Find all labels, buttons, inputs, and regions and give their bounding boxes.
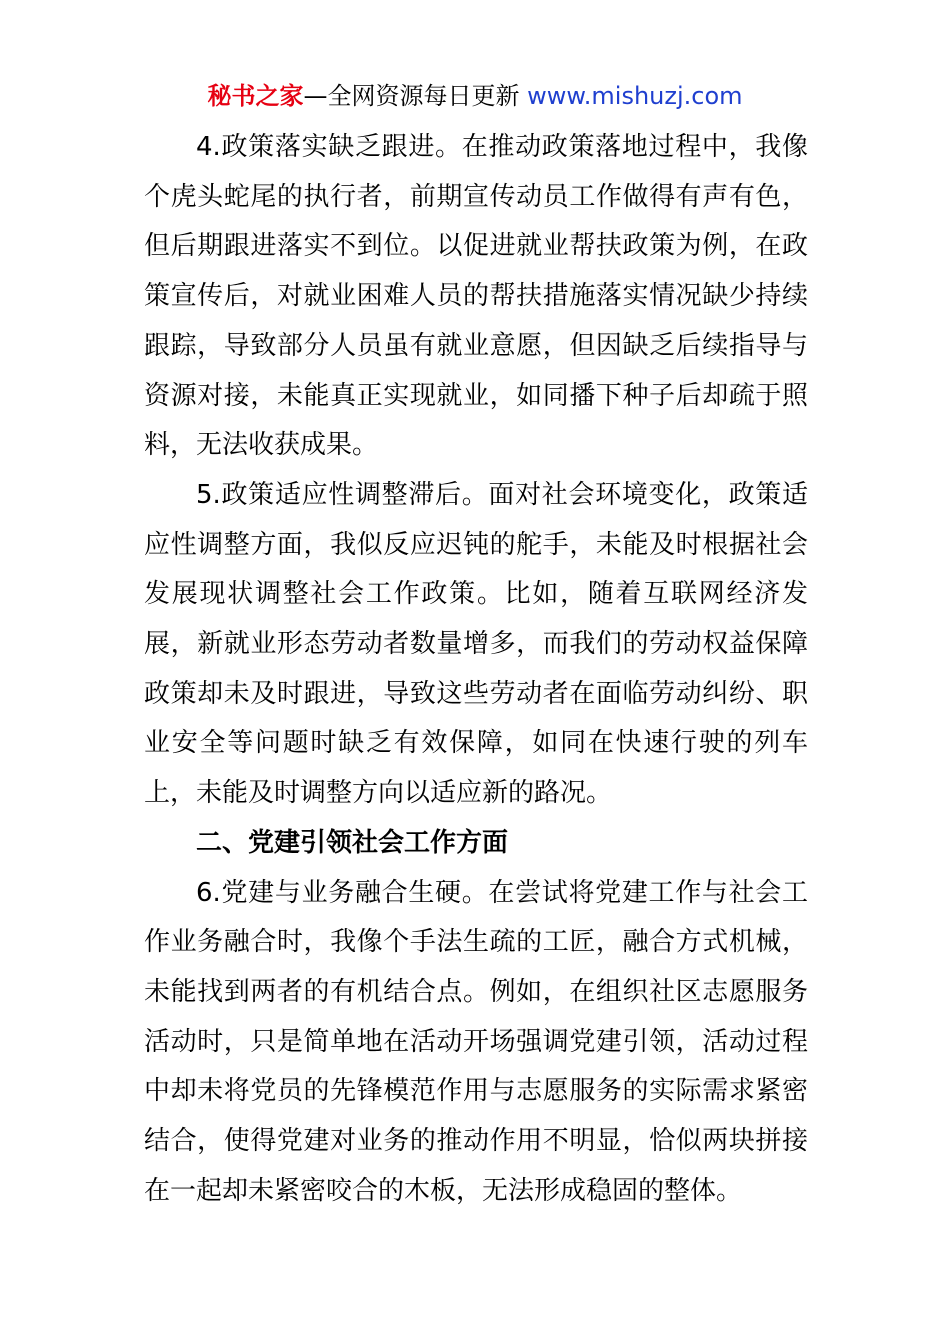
section-heading: 二、党建引领社会工作方面 [196, 827, 509, 858]
brand-name: 秘书之家 [207, 82, 304, 110]
page-header [0, 80, 950, 112]
document-body [144, 123, 808, 1216]
paragraph-item-6: 6.党建与业务融合生硬。在尝试将党建工作与社会工作业务融合时，我像个手法生疏的工匠，融合方式机械，未能找到两者的有机结合点。例如，在组织社区志愿服务活动时，只是简单地在活动开场强调党建引领，活动过程中却未将党员的先锋模范作用与志愿服务的实际需求紧密结合，使得党建对业务的推动作用不明显，恰似两块拼接在一起却未紧密咬合的木板，无法形成稳固的整体。 [144, 877, 808, 1206]
paragraph-item-4: 4.政策落实缺乏跟进。在推动政策落地过程中，我像个虎头蛇尾的执行者，前期宣传动员工作做得有声有色，但后期跟进落实不到位。以促进就业帮扶政策为例，在政策宣传后，对就业困难人员的帮扶措施落实情况缺少持续跟踪，导致部分人员虽有就业意愿，但因缺乏后续指导与资源对接，未能真正实现就业，如同播下种子后却疏于照料，无法收获成果。 [144, 132, 808, 461]
site-url-link[interactable]: www.mishuzj.com [527, 82, 743, 110]
header-tagline: —全网资源每日更新 [303, 82, 528, 110]
paragraph-item-5: 5.政策适应性调整滞后。面对社会环境变化，政策适应性调整方面，我似反应迟钝的舵手，未能及时根据社会发展现状调整社会工作政策。比如，随着互联网经济发展，新就业形态劳动者数量增多，而我们的劳动权益保障政策却未及时跟进，导致这些劳动者在面临劳动纠纷、职业安全等问题时缺乏有效保障，如同在快速行驶的列车上，未能及时调整方向以适应新的路况。 [144, 479, 808, 809]
